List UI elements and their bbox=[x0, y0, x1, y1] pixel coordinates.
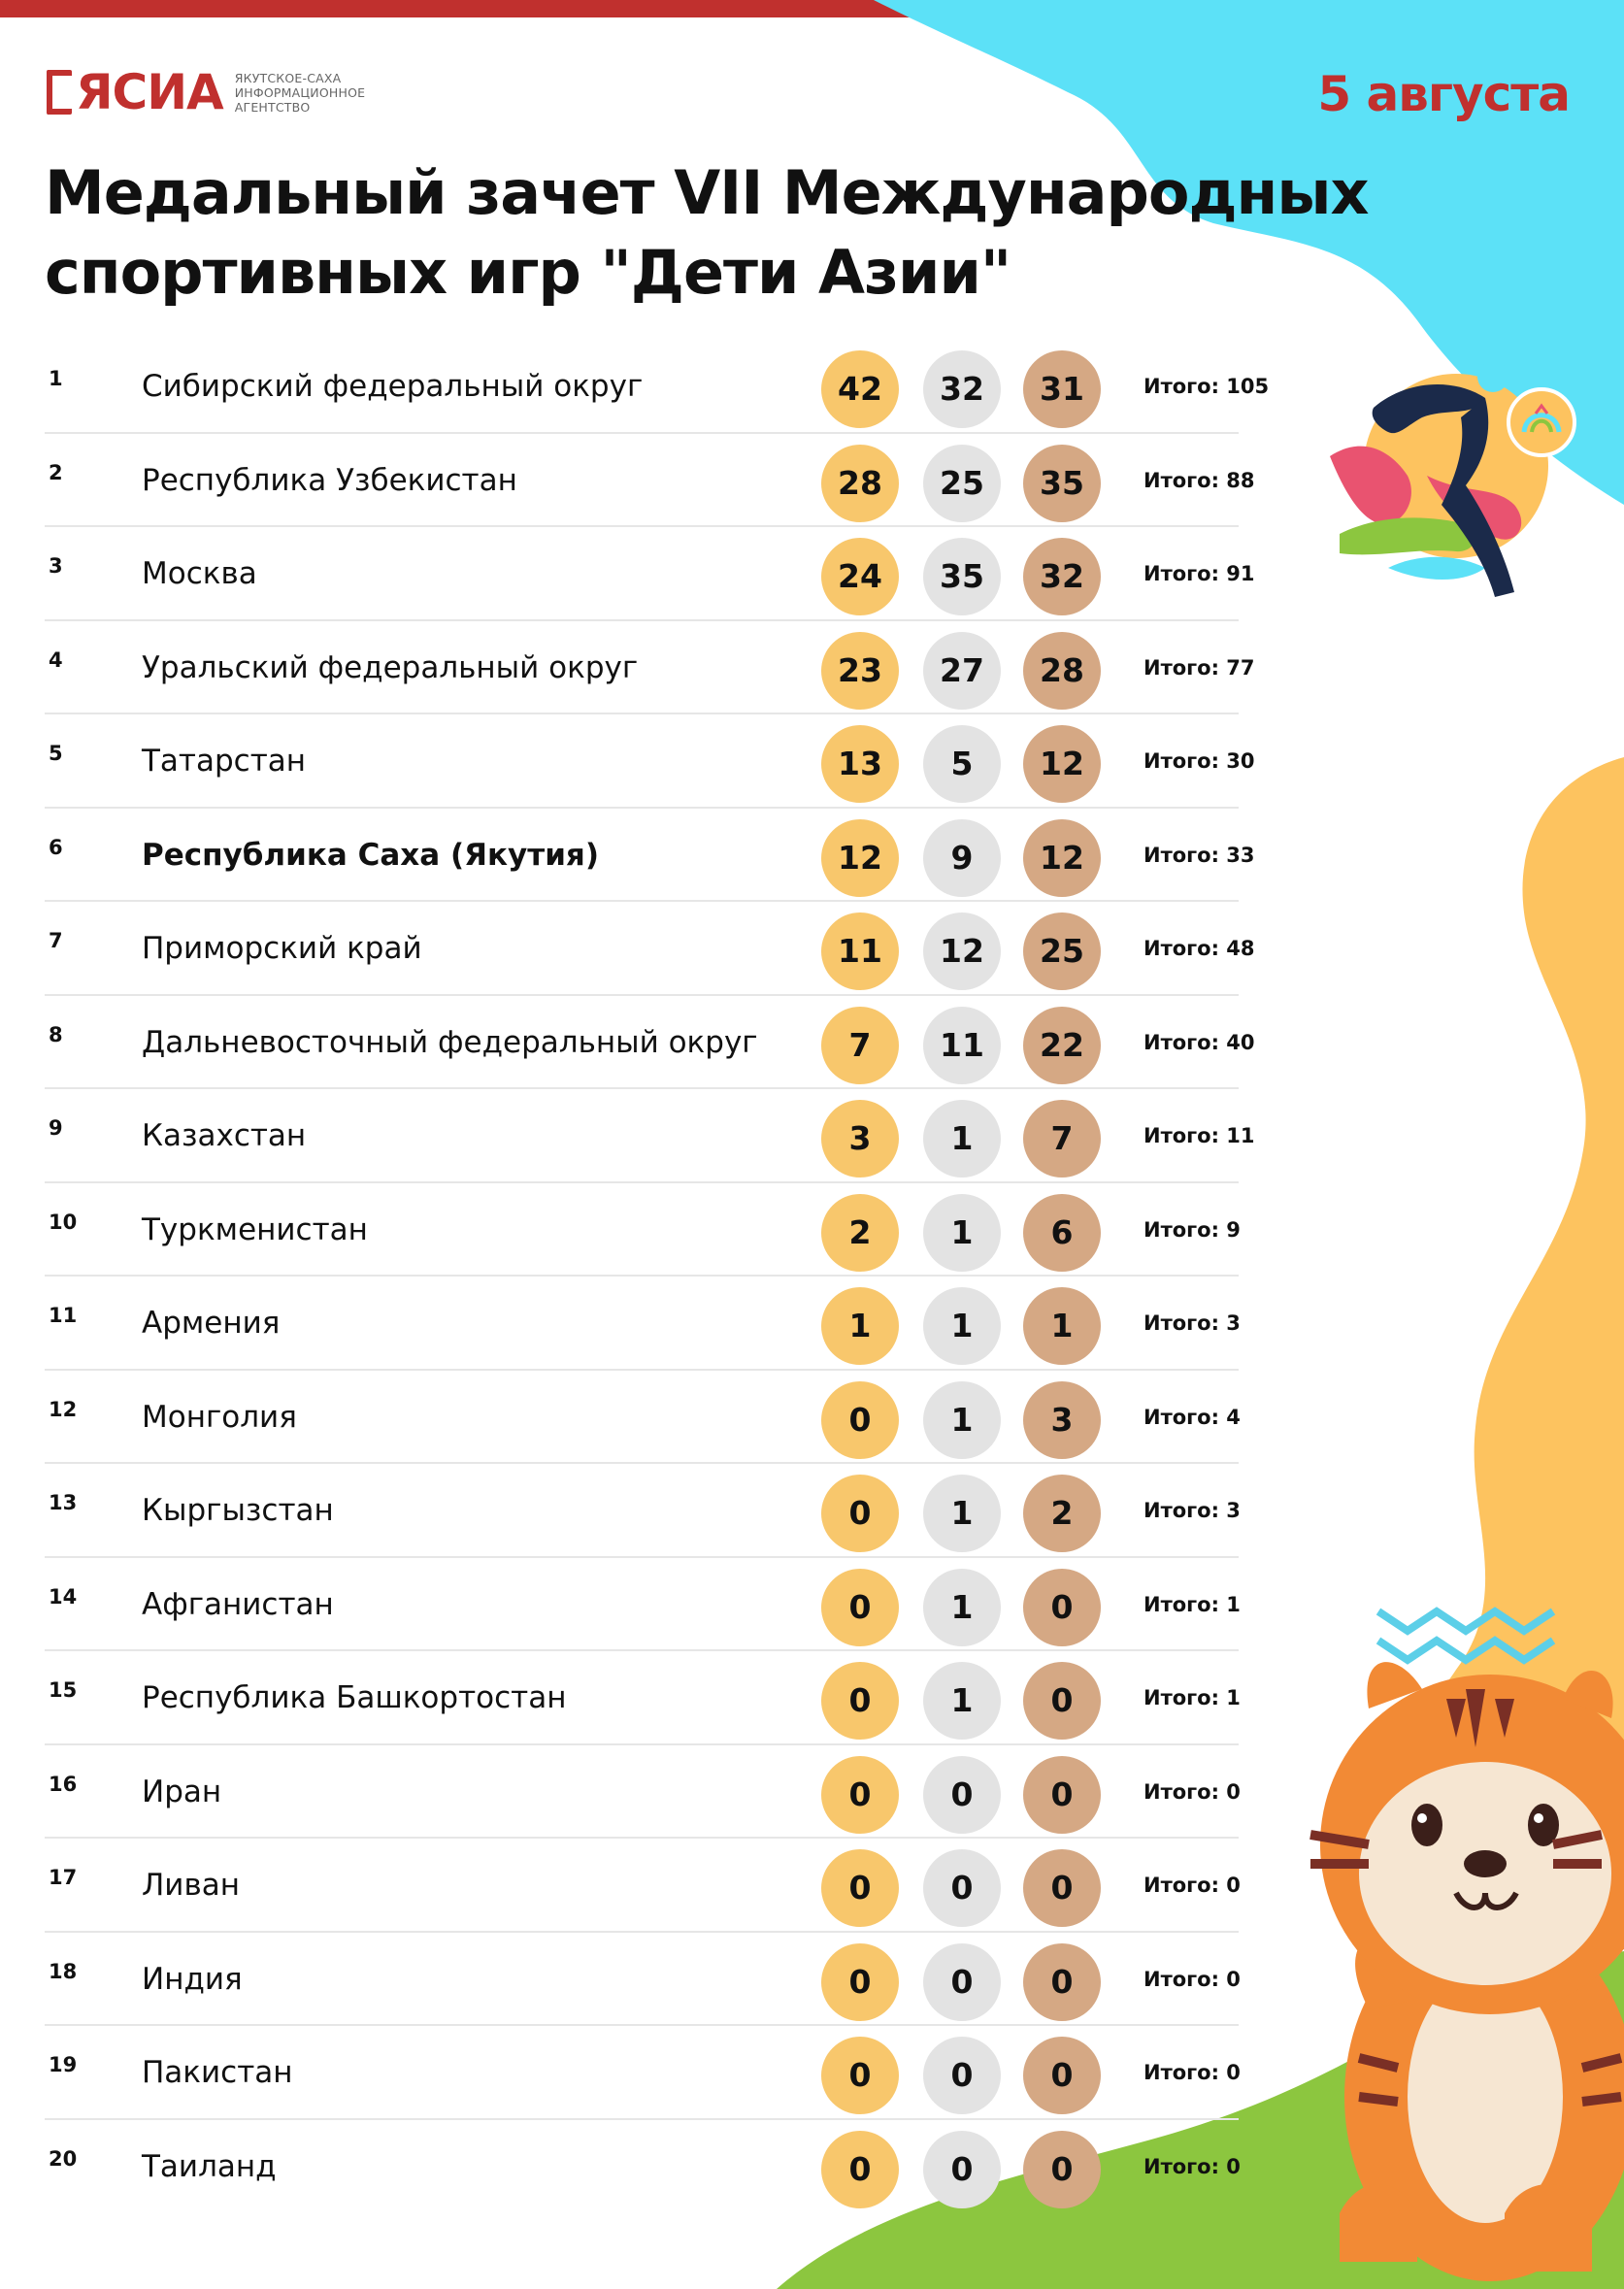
total-count: Итого: 0 bbox=[1143, 1967, 1241, 1991]
rank-cell: 19 bbox=[49, 2053, 78, 2076]
total-count: Итого: 0 bbox=[1143, 1779, 1241, 1804]
table-row bbox=[45, 1183, 1248, 1277]
silver-medal-count: 35 bbox=[923, 538, 1001, 615]
total-count: Итого: 4 bbox=[1143, 1405, 1241, 1429]
logo-subtitle-line: ИНФОРМАЦИОННОЕ bbox=[234, 84, 366, 100]
total-count: Итого: 3 bbox=[1143, 1499, 1241, 1522]
total-count: Итого: 1 bbox=[1143, 1686, 1241, 1709]
table-row bbox=[45, 714, 1255, 809]
logo-text: ЯСИА bbox=[76, 64, 223, 120]
bronze-medal-count: 0 bbox=[1023, 2131, 1101, 2208]
participant-name: Татарстан bbox=[142, 744, 307, 779]
bronze-medal-count: 6 bbox=[1023, 1194, 1101, 1272]
total-count: Итого: 77 bbox=[1143, 655, 1255, 680]
rank-cell: 2 bbox=[49, 460, 63, 484]
gold-medal-count: 42 bbox=[821, 350, 899, 428]
silver-medal-count: 1 bbox=[923, 1381, 1001, 1459]
gold-medal-count: 11 bbox=[821, 912, 899, 990]
total-count: Итого: 0 bbox=[1143, 2154, 1241, 2178]
gold-medal-count: 12 bbox=[821, 819, 899, 897]
silver-medal-count: 25 bbox=[923, 445, 1001, 522]
gold-medal-count: 0 bbox=[821, 1475, 899, 1552]
gold-medal-count: 24 bbox=[821, 538, 899, 615]
total-count: Итого: 11 bbox=[1143, 1124, 1255, 1147]
participant-name: Уральский федеральный округ bbox=[142, 649, 639, 685]
table-row bbox=[45, 1839, 1248, 1933]
rank-cell: 16 bbox=[49, 1772, 78, 1796]
table-row bbox=[45, 340, 1270, 434]
rank-cell: 14 bbox=[49, 1584, 78, 1609]
date-label: 5 августа bbox=[1317, 66, 1570, 122]
silver-medal-count: 1 bbox=[923, 1662, 1001, 1740]
table-row bbox=[45, 996, 1255, 1090]
page-title bbox=[45, 153, 1452, 313]
bronze-medal-count: 32 bbox=[1023, 538, 1101, 615]
silver-medal-count: 0 bbox=[923, 1756, 1001, 1834]
total-count: Итого: 9 bbox=[1143, 1217, 1241, 1242]
silver-medal-count: 1 bbox=[923, 1100, 1001, 1178]
gold-medal-count: 3 bbox=[821, 1100, 899, 1178]
silver-medal-count: 11 bbox=[923, 1007, 1001, 1084]
gold-medal-count: 0 bbox=[821, 1381, 899, 1459]
gold-medal-count: 0 bbox=[821, 1943, 899, 2021]
bronze-medal-count: 0 bbox=[1023, 1943, 1101, 2021]
table-row bbox=[45, 1651, 1248, 1745]
bronze-medal-count: 2 bbox=[1023, 1475, 1101, 1552]
bronze-medal-count: 0 bbox=[1023, 1662, 1101, 1740]
participant-name: Индия bbox=[142, 1961, 243, 1997]
participant-name: Афганистан bbox=[142, 1586, 334, 1622]
silver-medal-count: 12 bbox=[923, 912, 1001, 990]
participant-name: Казахстан bbox=[142, 1118, 307, 1153]
title-line: Медальный зачет VII Международных bbox=[45, 157, 1369, 228]
total-count: Итого: 48 bbox=[1143, 937, 1255, 960]
bronze-medal-count: 0 bbox=[1023, 1849, 1101, 1927]
bronze-medal-count: 0 bbox=[1023, 2037, 1101, 2114]
bronze-medal-count: 35 bbox=[1023, 445, 1101, 522]
participant-name: Таиланд bbox=[142, 2148, 277, 2184]
table-row bbox=[45, 809, 1255, 903]
total-count: Итого: 0 bbox=[1143, 2061, 1241, 2084]
athlete-emblem-icon bbox=[1320, 359, 1582, 612]
table-row bbox=[45, 1371, 1248, 1465]
table-row bbox=[45, 1089, 1255, 1183]
bronze-medal-count: 22 bbox=[1023, 1007, 1101, 1084]
gold-medal-count: 2 bbox=[821, 1194, 899, 1272]
rank-cell: 7 bbox=[49, 929, 63, 952]
silver-medal-count: 27 bbox=[923, 632, 1001, 710]
silver-medal-count: 32 bbox=[923, 350, 1001, 428]
gold-medal-count: 1 bbox=[821, 1287, 899, 1365]
silver-medal-count: 5 bbox=[923, 725, 1001, 803]
rank-cell: 9 bbox=[49, 1116, 63, 1140]
bronze-medal-count: 3 bbox=[1023, 1381, 1101, 1459]
silver-medal-count: 0 bbox=[923, 1849, 1001, 1927]
rank-cell: 3 bbox=[49, 554, 63, 578]
rank-cell: 15 bbox=[49, 1678, 78, 1702]
gold-medal-count: 13 bbox=[821, 725, 899, 803]
participant-name: Ливан bbox=[142, 1868, 240, 1903]
bronze-medal-count: 28 bbox=[1023, 632, 1101, 710]
bronze-medal-count: 7 bbox=[1023, 1100, 1101, 1178]
logo-subtitle-line: АГЕНТСТВО bbox=[234, 99, 311, 115]
table-row bbox=[45, 434, 1255, 528]
table-row bbox=[45, 2120, 1248, 2214]
participant-name: Монголия bbox=[142, 1399, 297, 1435]
participant-name: Армения bbox=[142, 1306, 281, 1341]
rank-cell: 12 bbox=[49, 1397, 78, 1421]
silver-medal-count: 1 bbox=[923, 1287, 1001, 1365]
logo-subtitle bbox=[235, 71, 365, 115]
title-line: спортивных игр "Дети Азии" bbox=[45, 237, 1011, 308]
rank-cell: 17 bbox=[49, 1866, 78, 1889]
total-count: Итого: 1 bbox=[1143, 1592, 1241, 1616]
table-row bbox=[45, 1558, 1248, 1652]
gold-medal-count: 23 bbox=[821, 632, 899, 710]
gold-medal-count: 0 bbox=[821, 2131, 899, 2208]
table-row bbox=[45, 1277, 1248, 1371]
rank-cell: 8 bbox=[49, 1022, 63, 1046]
gold-medal-count: 0 bbox=[821, 1569, 899, 1646]
table-row bbox=[45, 1745, 1248, 1840]
gold-medal-count: 28 bbox=[821, 445, 899, 522]
agency-logo bbox=[47, 64, 366, 120]
participant-name: Республика Башкортостан bbox=[142, 1680, 567, 1715]
rank-cell: 18 bbox=[49, 1959, 78, 1983]
top-red-bar bbox=[0, 0, 932, 17]
gold-medal-count: 0 bbox=[821, 1662, 899, 1740]
total-count: Итого: 33 bbox=[1143, 843, 1255, 867]
logo-bracket-icon bbox=[47, 70, 72, 115]
total-count: Итого: 3 bbox=[1143, 1311, 1241, 1335]
bronze-medal-count: 31 bbox=[1023, 350, 1101, 428]
silver-medal-count: 0 bbox=[923, 1943, 1001, 2021]
participant-name: Республика Узбекистан bbox=[142, 462, 517, 498]
participant-name: Иран bbox=[142, 1774, 222, 1809]
participant-name: Москва bbox=[142, 556, 257, 591]
tiger-mascot-icon bbox=[1252, 1592, 1624, 2289]
rank-cell: 5 bbox=[49, 742, 63, 765]
bronze-medal-count: 0 bbox=[1023, 1756, 1101, 1834]
table-row bbox=[45, 621, 1255, 715]
participant-name: Приморский край bbox=[142, 931, 422, 966]
rank-cell: 10 bbox=[49, 1210, 78, 1234]
participant-name: Туркменистан bbox=[142, 1211, 368, 1247]
silver-medal-count: 0 bbox=[923, 2131, 1001, 2208]
bronze-medal-count: 0 bbox=[1023, 1569, 1101, 1646]
silver-medal-count: 0 bbox=[923, 2037, 1001, 2114]
total-count: Итого: 91 bbox=[1143, 562, 1255, 585]
gold-medal-count: 7 bbox=[821, 1007, 899, 1084]
rank-cell: 20 bbox=[49, 2146, 78, 2171]
silver-medal-count: 1 bbox=[923, 1475, 1001, 1552]
table-row bbox=[45, 902, 1255, 996]
participant-name: Республика Саха (Якутия) bbox=[142, 837, 599, 873]
bronze-medal-count: 12 bbox=[1023, 819, 1101, 897]
table-row bbox=[45, 1933, 1248, 2027]
table-row bbox=[45, 527, 1255, 621]
total-count: Итого: 88 bbox=[1143, 468, 1255, 492]
total-count: Итого: 40 bbox=[1143, 1030, 1255, 1054]
total-count: Итого: 30 bbox=[1143, 749, 1255, 773]
rank-cell: 4 bbox=[49, 647, 63, 672]
silver-medal-count: 9 bbox=[923, 819, 1001, 897]
participant-name: Дальневосточный федеральный округ bbox=[142, 1024, 758, 1060]
bronze-medal-count: 25 bbox=[1023, 912, 1101, 990]
rank-cell: 6 bbox=[49, 835, 63, 859]
silver-medal-count: 1 bbox=[923, 1194, 1001, 1272]
participant-name: Сибирский федеральный округ bbox=[142, 369, 644, 404]
rank-cell: 11 bbox=[49, 1304, 78, 1327]
silver-medal-count: 1 bbox=[923, 1569, 1001, 1646]
participant-name: Кыргызстан bbox=[142, 1493, 334, 1528]
medal-table bbox=[45, 340, 1270, 2213]
total-count: Итого: 0 bbox=[1143, 1874, 1241, 1897]
table-row bbox=[45, 1464, 1248, 1558]
rank-cell: 1 bbox=[49, 367, 63, 390]
gold-medal-count: 0 bbox=[821, 2037, 899, 2114]
logo-subtitle-line: ЯКУТСКОЕ-САХА bbox=[234, 70, 342, 85]
gold-medal-count: 0 bbox=[821, 1849, 899, 1927]
participant-name: Пакистан bbox=[142, 2055, 293, 2090]
table-row bbox=[45, 2026, 1248, 2120]
bronze-medal-count: 12 bbox=[1023, 725, 1101, 803]
rank-cell: 13 bbox=[49, 1491, 78, 1514]
total-count: Итого: 105 bbox=[1143, 375, 1270, 398]
gold-medal-count: 0 bbox=[821, 1756, 899, 1834]
bronze-medal-count: 1 bbox=[1023, 1287, 1101, 1365]
